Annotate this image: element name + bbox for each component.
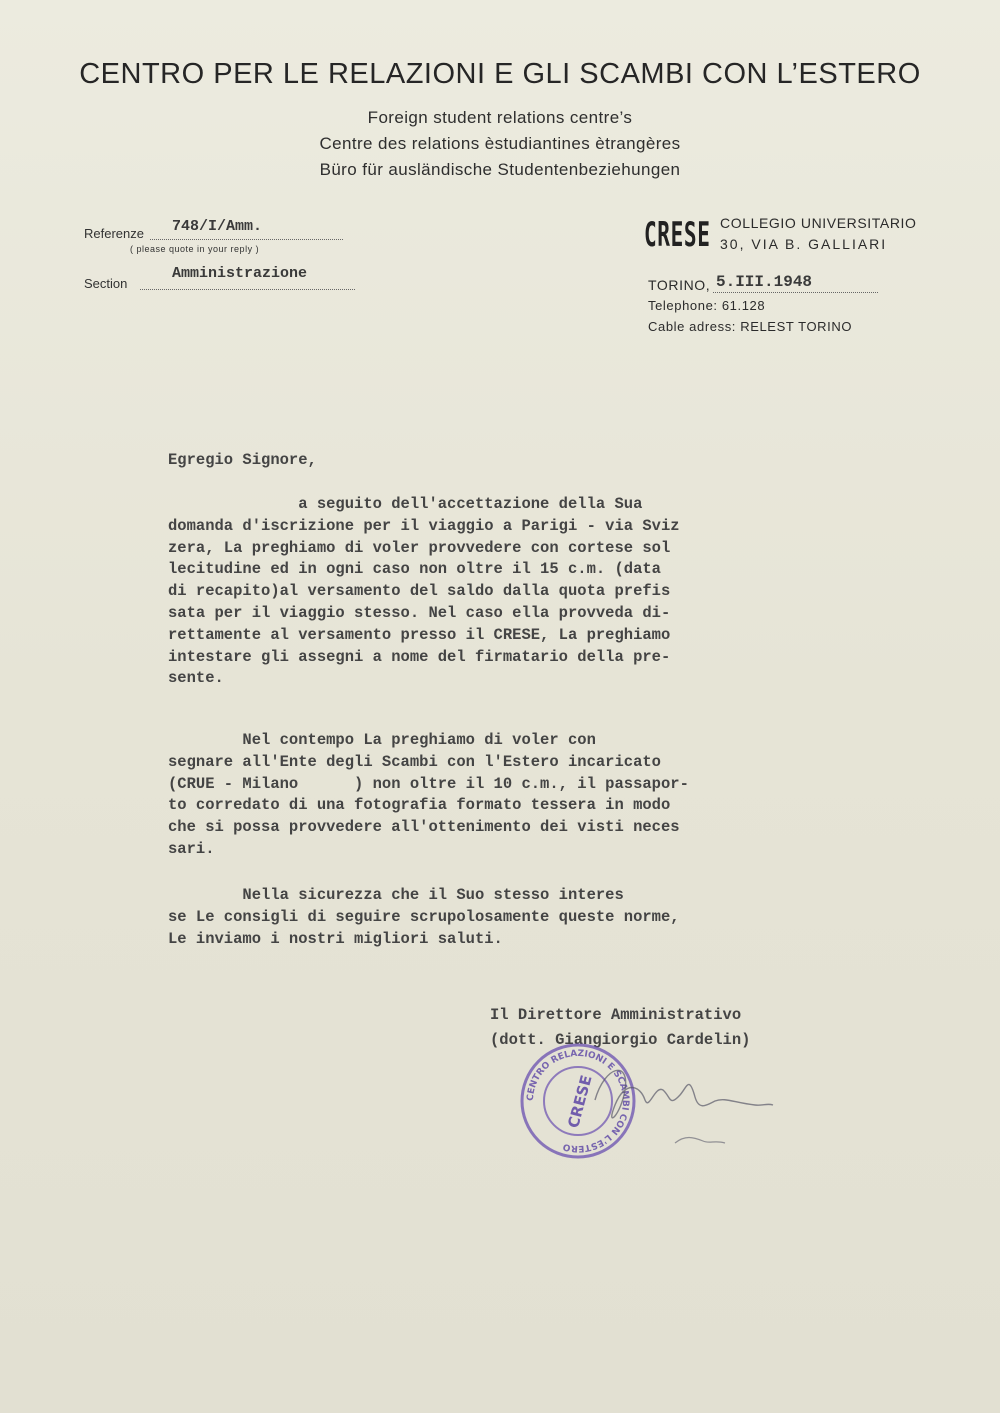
letterhead-subtitle-en: Foreign student relations centre’s (367, 108, 633, 127)
letter-date: 5.III.1948 (716, 273, 813, 291)
cable-address: Cable adress: RELEST TORINO (648, 319, 853, 334)
paragraph-1: a seguito dell'accettazione della Sua domanda d'iscrizione per il viaggio a Parigi - via Sviz zera, La preghiamo di voler provvedere con cortese sol lecitudine ed in ogni caso non oltre il 15 c.m. (data di recapito)al versamento del saldo dalla quota prefis sata per il viaggio stesso. Nel caso ella provveda di- rettamente al versamento presso il CRESE, La preghiamo intestare gli assegni a nome del firmatario della pre- sente. (168, 495, 680, 688)
letterhead-title: CENTRO PER LE RELAZIONI E GLI SCAMBI CON L’ESTERO (79, 58, 921, 90)
handwritten-signature (585, 1045, 785, 1160)
reference-note: ( please quote in your reply ) (130, 244, 260, 254)
reference-value: 748/I/Amm. (172, 218, 263, 235)
letterhead-subtitle-de: Büro für ausländische Studentenbeziehungen (319, 160, 681, 179)
stamp-ring-text: CENTRO RELAZIONI E SCAMBI CON L'ESTERO (525, 1048, 631, 1154)
signature-name: (dott. Giangiorgio Cardelin) (490, 1031, 751, 1049)
letterhead-subtitle-fr: Centre des relations èstudiantines ètrangères (319, 134, 681, 153)
office-line1: COLLEGIO UNIVERSITARIO (720, 215, 917, 231)
signature-title: Il Direttore Amministrativo (490, 1006, 742, 1024)
paragraph-3: Nella sicurezza che il Suo stesso interes se Le consigli di seguire scrupolosamente queste norme, Le inviamo i nostri migliori saluti. (168, 886, 680, 948)
city-label: TORINO, (648, 277, 711, 293)
section-label: Section (84, 276, 128, 291)
telephone: Telephone: 61.128 (648, 298, 766, 313)
section-value: Amministrazione (172, 265, 308, 282)
paragraph-2: Nel contempo La preghiamo di voler con segnare all'Ente degli Scambi con l'Estero incaricato (CRUE - Milano ) non oltre il 10 c.m., il passapor- to corredato di una fotografia formato tessera in modo che si possa provvedere all'ottenimento dei visti neces sari. (168, 731, 689, 858)
stamp-center-text: CRESE (564, 1073, 596, 1130)
crese-logo: CRESE (644, 215, 711, 255)
reference-dotline (150, 239, 343, 240)
section-dotline (140, 289, 355, 290)
salutation: Egregio Signore, (168, 451, 317, 469)
reference-label: Referenze (84, 226, 144, 241)
office-line2: 30, VIA B. GALLIARI (720, 236, 888, 252)
date-dotline (713, 292, 878, 293)
